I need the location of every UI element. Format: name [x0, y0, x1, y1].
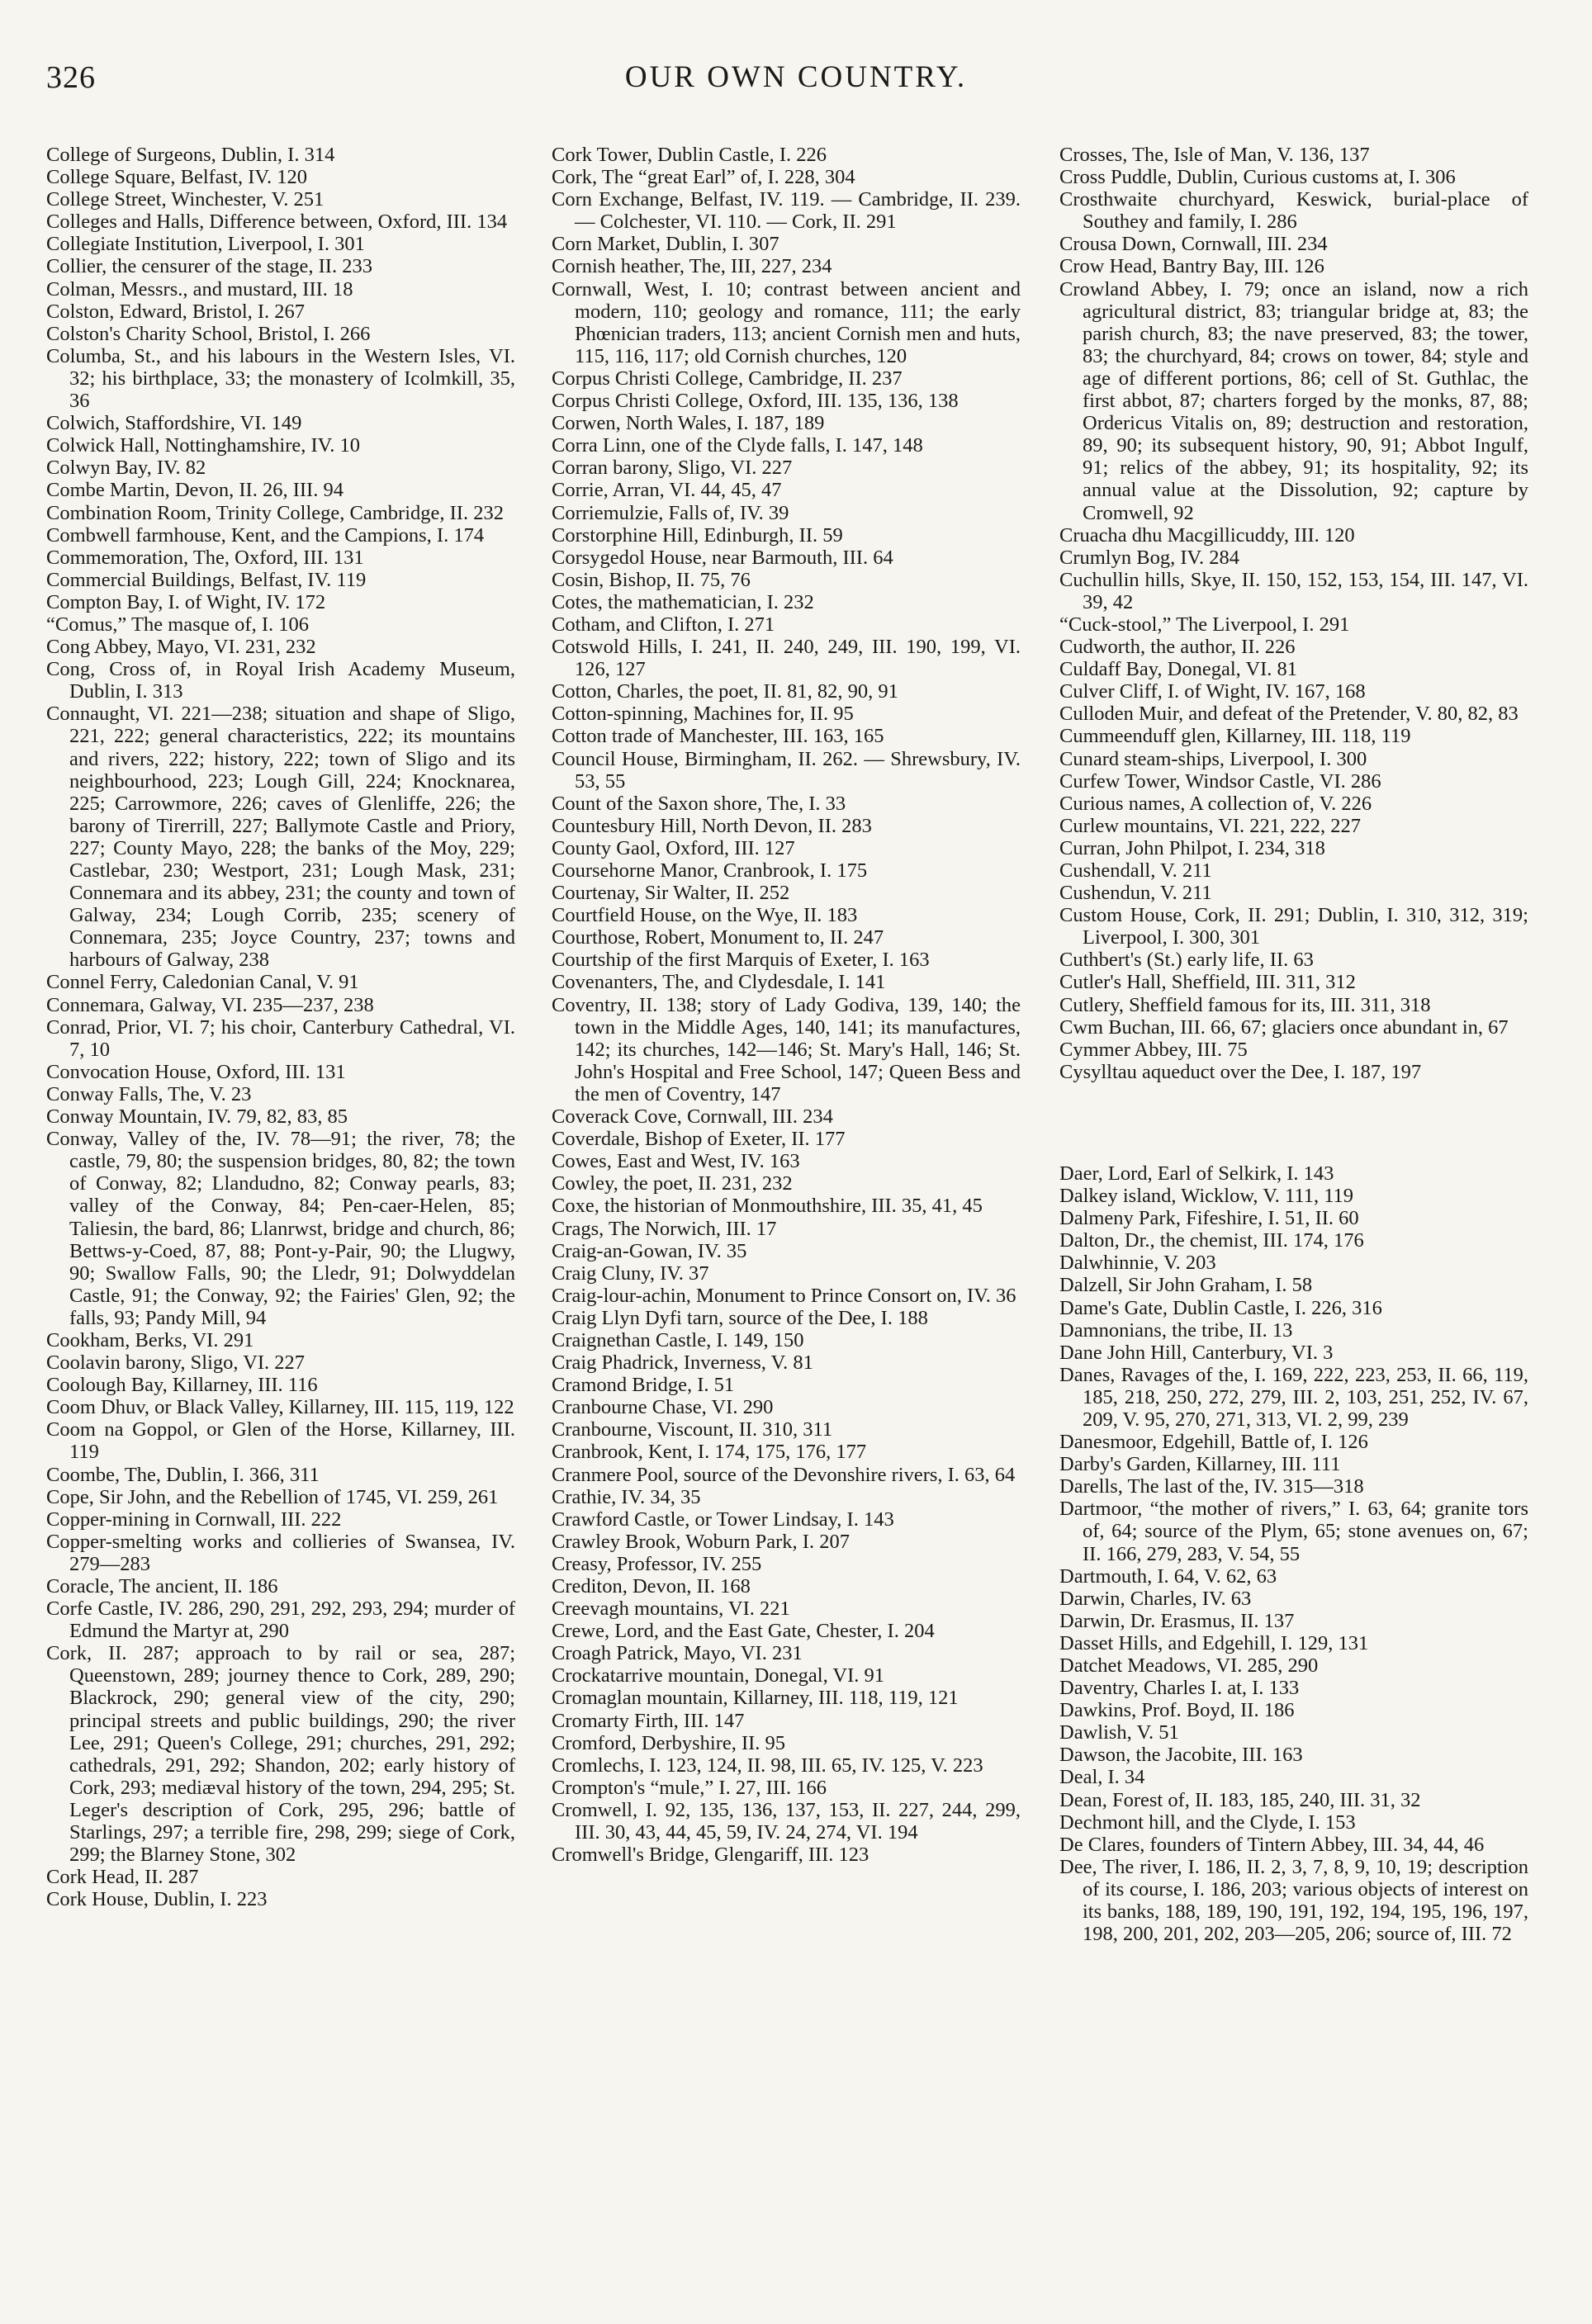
- index-entry: Collier, the censurer of the stage, II. 233: [46, 255, 372, 278]
- index-entry: Damnonians, the tribe, II. 13: [1059, 1318, 1293, 1342]
- index-entry: Commemoration, The, Oxford, III. 131: [46, 546, 364, 569]
- index-entry: Crumlyn Bog, IV. 284: [1059, 546, 1240, 569]
- index-entry: Croagh Patrick, Mayo, VI. 231: [552, 1642, 803, 1665]
- index-entry: Crewe, Lord, and the East Gate, Chester, I. 204: [552, 1620, 935, 1643]
- index-entry: Cromford, Derbyshire, II. 95: [552, 1731, 786, 1754]
- index-entry: Crawley Brook, Woburn Park, I. 207: [552, 1530, 850, 1553]
- index-entry: Coolavin barony, Sligo, VI. 227: [46, 1351, 306, 1375]
- index-entry: Coursehorne Manor, Cranbrook, I. 175: [552, 859, 868, 882]
- index-entry: Count of the Saxon shore, The, I. 33: [552, 792, 846, 815]
- index-entry: Corpus Christi College, Oxford, III. 135, 136, 138: [552, 390, 959, 413]
- index-entry: Cotton, Charles, the poet, II. 81, 82, 90, 91: [552, 680, 898, 703]
- index-entry: Corn Exchange, Belfast, IV. 119. — Cambridge, II. 239. — Colchester, VI. 110. — Cork, II. 291: [552, 188, 1021, 234]
- index-entry: Dalzell, Sir John Graham, I. 58: [1059, 1274, 1313, 1297]
- index-entry: Coom Dhuv, or Black Valley, Killarney, III. 115, 119, 122: [46, 1396, 514, 1419]
- index-entry: Cotton trade of Manchester, III. 163, 165: [552, 725, 884, 748]
- page-number: 326: [46, 60, 96, 95]
- index-entry: Cranbrook, Kent, I. 174, 175, 176, 177: [552, 1441, 867, 1464]
- index-entry: Cramond Bridge, I. 51: [552, 1374, 735, 1397]
- index-entry: Compton Bay, I. of Wight, IV. 172: [46, 590, 326, 613]
- index-entry: Colleges and Halls, Difference between, Oxford, III. 134: [46, 211, 508, 234]
- index-entry: Creevagh mountains, VI. 221: [552, 1597, 790, 1621]
- index-entry: Cong Abbey, Mayo, VI. 231, 232: [46, 636, 316, 659]
- index-entry: Dawkins, Prof. Boyd, II. 186: [1059, 1699, 1295, 1722]
- index-entry: Cotswold Hills, I. 241, II. 240, 249, III. 190, 199, VI. 126, 127: [552, 636, 1021, 681]
- index-entry: Courtfield House, on the Wye, II. 183: [552, 904, 858, 927]
- index-entry: Dalton, Dr., the chemist, III. 174, 176: [1059, 1229, 1364, 1252]
- index-entry: Council House, Birmingham, II. 262. — Shrewsbury, IV. 53, 55: [552, 747, 1021, 793]
- index-entry: Darwin, Charles, IV. 63: [1059, 1587, 1252, 1610]
- index-entry: Coverack Cove, Cornwall, III. 234: [552, 1105, 833, 1129]
- index-entry: Cotton-spinning, Machines for, II. 95: [552, 703, 854, 726]
- index-section-c: [1059, 144, 1528, 1083]
- index-entry: Cuchullin hills, Skye, II. 150, 152, 153, 154, III. 147, VI. 39, 42: [1059, 568, 1528, 613]
- index-entry: Conway Falls, The, V. 23: [46, 1082, 252, 1105]
- index-entry: Colwick Hall, Nottinghamshire, IV. 10: [46, 434, 360, 457]
- index-entry: Dalkey island, Wicklow, V. 111, 119: [1059, 1185, 1354, 1208]
- index-entry: Craig-an-Gowan, IV. 35: [552, 1239, 747, 1262]
- index-entry: Crockatarrive mountain, Donegal, VI. 91: [552, 1664, 885, 1687]
- index-entry: Daventry, Charles I. at, I. 133: [1059, 1677, 1300, 1700]
- index-entry: Coolough Bay, Killarney, III. 116: [46, 1374, 318, 1397]
- index-entry: Cope, Sir John, and the Rebellion of 1745, VI. 259, 261: [46, 1485, 499, 1508]
- index-entry: College Square, Belfast, IV. 120: [46, 166, 307, 189]
- index-entry: Commercial Buildings, Belfast, IV. 119: [46, 568, 367, 591]
- index-entry: Coverdale, Bishop of Exeter, II. 177: [552, 1128, 846, 1151]
- index-entry: Cotham, and Clifton, I. 271: [552, 613, 775, 636]
- index-entry: Crompton's “mule,” I. 27, III. 166: [552, 1776, 827, 1799]
- index-entry: Crosthwaite churchyard, Keswick, burial-place of Southey and family, I. 286: [1059, 188, 1528, 234]
- index-entry: Cranbourne, Viscount, II. 310, 311: [552, 1418, 833, 1441]
- index-entry: Cummeenduff glen, Killarney, III. 118, 119: [1059, 725, 1411, 748]
- index-entry: Combwell farmhouse, Kent, and the Campions, I. 174: [46, 523, 485, 547]
- section-gap: [1059, 1083, 1528, 1162]
- index-entry: Cowley, the poet, II. 231, 232: [552, 1172, 793, 1195]
- index-entry: Connemara, Galway, VI. 235—237, 238: [46, 993, 374, 1016]
- index-entry: Curlew mountains, VI. 221, 222, 227: [1059, 814, 1361, 837]
- index-entry: Culloden Muir, and defeat of the Pretender, V. 80, 82, 83: [1059, 703, 1519, 726]
- index-entry: Cookham, Berks, VI. 291: [46, 1328, 254, 1351]
- index-entry: Columba, St., and his labours in the Western Isles, VI. 32; his birthplace, 33; the monastery of Icolmkill, 35, 36: [46, 344, 515, 413]
- index-entry: Cutler's Hall, Sheffield, III. 311, 312: [1059, 971, 1356, 994]
- index-column-2: [552, 144, 1021, 1866]
- index-entry: Cork Head, II. 287: [46, 1866, 199, 1889]
- index-entry: Cork House, Dublin, I. 223: [46, 1888, 268, 1911]
- index-entry: Coombe, The, Dublin, I. 366, 311: [46, 1463, 320, 1486]
- index-entry: Dawlish, V. 51: [1059, 1721, 1179, 1744]
- index-column-3: [1059, 144, 1528, 1945]
- index-entry: Creasy, Professor, IV. 255: [552, 1552, 762, 1575]
- index-entry: Daer, Lord, Earl of Selkirk, I. 143: [1059, 1162, 1334, 1185]
- index-entry: Craignethan Castle, I. 149, 150: [552, 1328, 804, 1351]
- index-entry: Deal, I. 34: [1059, 1766, 1145, 1789]
- index-entry: Culver Cliff, I. of Wight, IV. 167, 168: [1059, 680, 1366, 703]
- index-section-d: [1059, 1162, 1528, 1945]
- index-entry: Culdaff Bay, Donegal, VI. 81: [1059, 658, 1298, 681]
- index-entry: Crathie, IV. 34, 35: [552, 1485, 701, 1508]
- index-entry: Danesmoor, Edgehill, Battle of, I. 126: [1059, 1431, 1368, 1454]
- index-entry: Dame's Gate, Dublin Castle, I. 226, 316: [1059, 1296, 1382, 1319]
- index-entry: Cotes, the mathematician, I. 232: [552, 590, 814, 613]
- index-entry: Cutlery, Sheffield famous for its, III. 311, 318: [1059, 993, 1431, 1016]
- index-entry: Cork, II. 287; approach to by rail or sea, 287; Queenstown, 289; journey thence to Cork, 289, 290; Blackrock, 290; general view of the city, 290; principal streets and public buildings, 290; the river Lee, 291; Queen's College, 291; churches, 291, 292; cathedrals, 291, 292; Shandon, 202; early history of Cork, 293; mediæval history of the town, 294, 295; St. Leger's description of Cork, 295, 296; battle of Starlings, 297; a terrible fire, 298, 299; siege of Cork, 299; the Blarney Stone, 302: [46, 1642, 515, 1867]
- index-entry: Corpus Christi College, Cambridge, II. 237: [552, 367, 903, 390]
- index-entry: Cushendall, V. 211: [1059, 859, 1212, 882]
- index-entry: “Comus,” The masque of, I. 106: [46, 613, 309, 636]
- index-entry: Cromaglan mountain, Killarney, III. 118, 119, 121: [552, 1687, 959, 1710]
- index-entry: Colston's Charity School, Bristol, I. 266: [46, 322, 371, 345]
- index-entry: Darby's Garden, Killarney, III. 111: [1059, 1453, 1341, 1476]
- index-entry: De Clares, founders of Tintern Abbey, III. 34, 44, 46: [1059, 1833, 1485, 1856]
- index-entry: College of Surgeons, Dublin, I. 314: [46, 144, 335, 166]
- index-entry: Courthose, Robert, Monument to, II. 247: [552, 926, 884, 949]
- index-entry: Cymmer Abbey, III. 75: [1059, 1038, 1248, 1061]
- index-entry: Coxe, the historian of Monmouthshire, III. 35, 41, 45: [552, 1195, 983, 1218]
- index-entry: Cosin, Bishop, II. 75, 76: [552, 568, 751, 591]
- index-entry: Cranmere Pool, source of the Devonshire rivers, I. 63, 64: [552, 1463, 1016, 1486]
- index-entry: Crow Head, Bantry Bay, III. 126: [1059, 255, 1324, 278]
- index-entry: Combination Room, Trinity College, Cambridge, II. 232: [46, 501, 504, 524]
- index-entry: Covenanters, The, and Clydesdale, I. 141: [552, 971, 886, 994]
- index-entry: Convocation House, Oxford, III. 131: [46, 1060, 346, 1083]
- index-entry: Courtenay, Sir Walter, II. 252: [552, 882, 790, 905]
- index-entry: Collegiate Institution, Liverpool, I. 301: [46, 233, 365, 256]
- running-head-title: OUR OWN COUNTRY.: [624, 60, 968, 94]
- index-entry: Cranbourne Chase, VI. 290: [552, 1396, 774, 1419]
- index-entry: Cruacha dhu Macgillicuddy, III. 120: [1059, 523, 1355, 547]
- index-entry: Cromwell's Bridge, Glengariff, III. 123: [552, 1844, 869, 1867]
- index-entry: Colston, Edward, Bristol, I. 267: [46, 300, 306, 323]
- index-entry: Cushendun, V. 211: [1059, 882, 1212, 905]
- index-entry: Cornwall, West, I. 10; contrast between ancient and modern, 110; geology and romance, 111; the early Phœnician traders, 113; ancient Cornish men and huts, 115, 116, 117; old Cornish churches, 120: [552, 277, 1021, 367]
- index-entry: Curran, John Philpot, I. 234, 318: [1059, 836, 1325, 859]
- index-entry: Dane John Hill, Canterbury, VI. 3: [1059, 1341, 1334, 1364]
- index-entry: Coventry, II. 138; story of Lady Godiva, 139, 140; the town in the Middle Ages, 140, 141; its manufactures, 142; its churches, 142—146; St. Mary's Hall, 146; St. John's Hospital and Free School, 147; Queen Bess and the men of Coventry, 147: [552, 993, 1021, 1105]
- index-entry: Cong, Cross of, in Royal Irish Academy Museum, Dublin, I. 313: [46, 658, 515, 703]
- index-entry: Dasset Hills, and Edgehill, I. 129, 131: [1059, 1631, 1369, 1654]
- index-entry: Crawford Castle, or Tower Lindsay, I. 143: [552, 1508, 894, 1531]
- index-entry: Dee, The river, I. 186, II. 2, 3, 7, 8, 9, 10, 19; description of its course, I. 186, 203; various objects of interest on its banks, 188, 189, 190, 191, 192, 194, 195, 196, 197, 198, 200, 201, 202, 203—205, 206; source of, III. 72: [1059, 1855, 1528, 1946]
- index-entry: Curious names, A collection of, V. 226: [1059, 792, 1372, 815]
- index-entry: Corstorphine Hill, Edinburgh, II. 59: [552, 523, 843, 547]
- index-entry: Colwyn Bay, IV. 82: [46, 457, 206, 480]
- index-entry: Craig Llyn Dyfi tarn, source of the Dee, I. 188: [552, 1306, 928, 1329]
- index-entry: Cross Puddle, Dublin, Curious customs at, I. 306: [1059, 166, 1456, 189]
- index-entry: Cudworth, the author, II. 226: [1059, 636, 1296, 659]
- index-entry: Dalmeny Park, Fifeshire, I. 51, II. 60: [1059, 1207, 1359, 1230]
- index-entry: Cork, The “great Earl” of, I. 228, 304: [552, 166, 855, 189]
- index-entry: Corrie, Arran, VI. 44, 45, 47: [552, 479, 782, 502]
- index-entry: Cysylltau aqueduct over the Dee, I. 187, 197: [1059, 1060, 1422, 1083]
- index-entry: Curfew Tower, Windsor Castle, VI. 286: [1059, 769, 1381, 793]
- index-entry: Darells, The last of the, IV. 315—318: [1059, 1475, 1364, 1498]
- index-entry: Coracle, The ancient, II. 186: [46, 1575, 278, 1597]
- index-entry: Conway, Valley of the, IV. 78—91; the river, 78; the castle, 79, 80; the suspension bridges, 80, 82; the town of Conway, 82; Llandudno, 82; Conway pearls, 83; valley of the Conway, 84; Pen-caer-Helen, 85; Taliesin, the bard, 86; Llanrwst, bridge and church, 86; Bettws-y-Coed, 87, 88; Pont-y-Pair, 90; the Llugwy, 90; Swallow Falls, 90; the Lledr, 91; Dolwyddelan Castle, 91; the Conway, 92; the Fairies' Glen, 92; the falls, 93; Pandy Mill, 94: [46, 1128, 515, 1329]
- index-entry: Cuthbert's (St.) early life, II. 63: [1059, 949, 1314, 972]
- index-entry: County Gaol, Oxford, III. 127: [552, 836, 795, 859]
- index-entry: Corfe Castle, IV. 286, 290, 291, 292, 293, 294; murder of Edmund the Martyr at, 290: [46, 1597, 515, 1643]
- index-entry: Corran barony, Sligo, VI. 227: [552, 457, 793, 480]
- index-entry: Cwm Buchan, III. 66, 67; glaciers once abundant in, 67: [1059, 1015, 1509, 1039]
- index-entry: Copper-mining in Cornwall, III. 222: [46, 1508, 342, 1531]
- index-entry: Dechmont hill, and the Clyde, I. 153: [1059, 1810, 1356, 1834]
- index-column-1: [46, 144, 515, 1910]
- index-entry: Darwin, Dr. Erasmus, II. 137: [1059, 1609, 1295, 1632]
- index-entry: Craig Phadrick, Inverness, V. 81: [552, 1351, 813, 1375]
- index-entry: Countesbury Hill, North Devon, II. 283: [552, 814, 872, 837]
- index-entry: Coom na Goppol, or Glen of the Horse, Killarney, III. 119: [46, 1418, 515, 1464]
- index-entry: Corsygedol House, near Barmouth, III. 64: [552, 546, 893, 569]
- index-entry: Craig Cluny, IV. 37: [552, 1261, 709, 1285]
- index-entry: Cork Tower, Dublin Castle, I. 226: [552, 144, 827, 166]
- index-entry: Cunard steam-ships, Liverpool, I. 300: [1059, 747, 1367, 770]
- index-entry: Crousa Down, Cornwall, III. 234: [1059, 233, 1328, 256]
- index-entry: Corwen, North Wales, I. 187, 189: [552, 412, 825, 435]
- index-entry: Dartmoor, “the mother of rivers,” I. 63, 64; granite tors of, 64; source of the Plym, 65; stone avenues on, 67; II. 166, 279, 283, V. 54, 55: [1059, 1498, 1528, 1565]
- index-entry: Crediton, Devon, II. 168: [552, 1575, 751, 1597]
- index-entry: “Cuck-stool,” The Liverpool, I. 291: [1059, 613, 1350, 636]
- index-entry: Connaught, VI. 221—238; situation and shape of Sligo, 221, 222; general characteristics, 222; its mountains and rivers, 222; history, 222; town of Sligo and its neighbourhood, 223; Lough Gill, 224; Knocknarea, 225; Carrowmore, 226; caves of Glenliffe, 226; the barony of Tirerrill, 227; Ballymote Castle and Priory, 227; County Mayo, 228; the banks of the Moy, 229; Castlebar, 230; Westport, 231; Lough Mask, 231; Connemara and its abbey, 231; the county and town of Galway, 234; Lough Corrib, 235; scenery of Connemara, 235; Joyce Country, 237; towns and harbours of Galway, 238: [46, 703, 515, 972]
- index-entry: Cornish heather, The, III, 227, 234: [552, 255, 832, 278]
- index-entry: Cromwell, I. 92, 135, 136, 137, 153, II. 227, 244, 299, III. 30, 43, 44, 45, 59, IV. 24, 274, VI. 194: [552, 1798, 1021, 1844]
- index-entry: Corn Market, Dublin, I. 307: [552, 233, 779, 256]
- index-entry: Dawson, the Jacobite, III. 163: [1059, 1744, 1303, 1767]
- index-entry: Colwich, Staffordshire, VI. 149: [46, 412, 302, 435]
- index-entry: Corriemulzie, Falls of, IV. 39: [552, 501, 789, 524]
- index-entry: Crowland Abbey, I. 79; once an island, now a rich agricultural district, 83; triangular bridge at, 83; the parish church, 83; the nave preserved, 83; the tower, 83; the churchyard, 84; crows on tower, 84; style and age of different portions, 86; cell of St. Guthlac, the first abbot, 87; charters forged by the monks, 87, 88; Ordericus Vitalis on, 89; destruction and restoration, 89, 90; its subsequent history, 90, 91; Abbot Ingulf, 91; relics of the abbey, 91; its hospitality, 92; its annual value at the Dissolution, 92; capture by Cromwell, 92: [1059, 277, 1528, 524]
- index-entry: Conrad, Prior, VI. 7; his choir, Canterbury Cathedral, VI. 7, 10: [46, 1015, 515, 1061]
- index-entry: Danes, Ravages of the, I. 169, 222, 223, 253, II. 66, 119, 185, 218, 250, 272, 279, III. 2, 103, 251, 252, IV. 67, 209, V. 95, 270, 271, 313, VI. 2, 99, 239: [1059, 1363, 1528, 1431]
- index-entry: Craig-lour-achin, Monument to Prince Consort on, IV. 36: [552, 1284, 1016, 1307]
- index-entry: College Street, Winchester, V. 251: [46, 188, 325, 211]
- index-entry: Connel Ferry, Caledonian Canal, V. 91: [46, 971, 359, 994]
- index-entry: Cowes, East and West, IV. 163: [552, 1150, 800, 1173]
- index-entry: Crosses, The, Isle of Man, V. 136, 137: [1059, 144, 1370, 166]
- index-entry: Dartmouth, I. 64, V. 62, 63: [1059, 1564, 1277, 1588]
- index-entry: Conway Mountain, IV. 79, 82, 83, 85: [46, 1105, 348, 1129]
- index-entry: Cromlechs, I. 123, 124, II. 98, III. 65, IV. 125, V. 223: [552, 1754, 983, 1777]
- index-entry: Courtship of the first Marquis of Exeter, I. 163: [552, 949, 930, 972]
- index-entry: Cromarty Firth, III. 147: [552, 1709, 745, 1732]
- index-entry: Dalwhinnie, V. 203: [1059, 1252, 1216, 1275]
- index-entry: Custom House, Cork, II. 291; Dublin, I. 310, 312, 319; Liverpool, I. 300, 301: [1059, 904, 1528, 949]
- index-entry: Combe Martin, Devon, II. 26, III. 94: [46, 479, 344, 502]
- index-entry: Corra Linn, one of the Clyde falls, I. 147, 148: [552, 434, 923, 457]
- index-entry: Datchet Meadows, VI. 285, 290: [1059, 1654, 1319, 1677]
- index-entry: Dean, Forest of, II. 183, 185, 240, III. 31, 32: [1059, 1788, 1421, 1811]
- index-entry: Copper-smelting works and collieries of Swansea, IV. 279—283: [46, 1530, 515, 1575]
- index-entry: Crags, The Norwich, III. 17: [552, 1217, 777, 1240]
- index-entry: Colman, Messrs., and mustard, III. 18: [46, 277, 353, 301]
